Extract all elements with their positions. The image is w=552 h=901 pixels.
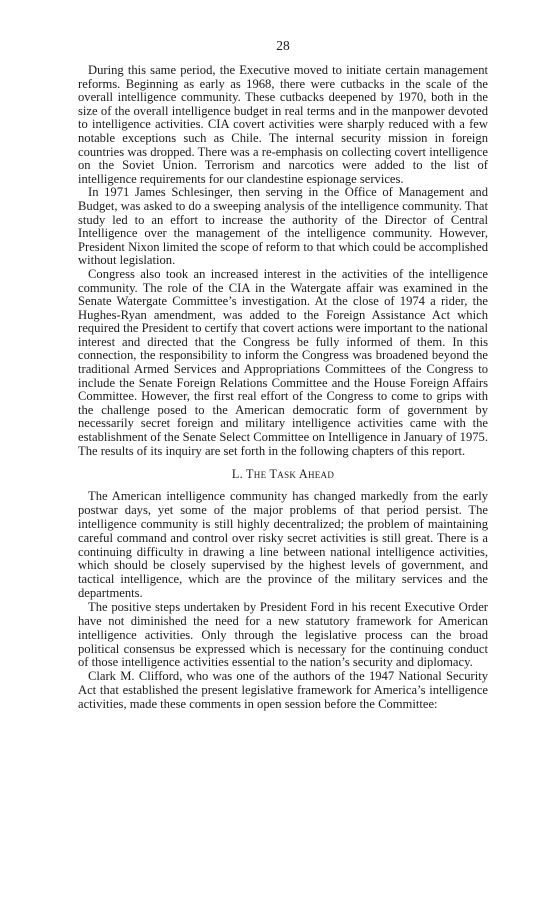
page-number: 28 [276, 38, 290, 53]
section-heading: L. The Task Ahead [231, 467, 335, 482]
paragraph-clifford-comments: Clark M. Clifford, who was one of the authors of the 1947 National Security Act that established the present legislative framework for America’s intelligence activities, made these comments in open session before the Committee: [78, 669, 488, 711]
paragraph-schlesinger-study: In 1971 James Schlesinger, then serving in the Office of Management and Budget, was asked to do a sweeping analysis of the intelligence community. That study led to an effort to increase the authority of the Director of Central Intelligence over the management of the intelligence community. However, President Nixon limited the scope of reform to that which could be accomplished without legislation. [78, 185, 488, 268]
document-page [78, 38, 488, 712]
paragraph-intelligence-community: The American intelligence community has changed markedly from the early postwar days, yet some of the major problems of that period persist. The intelligence community is still highly decentralized; the problem of maintaining careful command and control over risky secret activities is still great. There is a continuing difficulty in drawing a line between national intelligence activities, which should be closely supervised by the highest levels of government, and tactical intelligence, which are the province of the military services and the departments. [78, 489, 488, 601]
paragraph-congress-interest: Congress also took an increased interest in the activities of the intelligence community. The role of the CIA in the Watergate affair was examined in the Senate Watergate Committee’s investigation. At the close of 1974 a rider, the Hughes-Ryan amendment, was added to the Foreign Assistance Act which required the President to certify that covert actions were important to the national interest and directed that the Congress be fully informed of them. In this connection, the responsibility to inform the Congress was broadened beyond the traditional Armed Services and Appropriations Committees of the Congress to include the Senate Foreign Relations Committee and the House Foreign Affairs Committee. However, the first real effort of the Congress to come to grips with the challenge posed to the American democratic form of government by necessarily secret foreign and military intelligence activities came with the establishment of the Senate Select Committee on Intelligence in January of 1975. The results of its inquiry are set forth in the following chapters of this report. [78, 266, 488, 458]
paragraph-executive-order: The positive steps undertaken by President Ford in his recent Executive Order have not diminished the need for a new statutory framework for American intelligence activities. Only through the legislative process can the broad political consensus be expressed which is necessary for the continuing conduct of those intelligence activities essential to the nation’s security and diplomacy. [78, 599, 488, 670]
paragraph-executive-reforms: During this same period, the Executive moved to initiate certain management reforms. Beginning as early as 1968, there were cutbacks in the scale of the overall intelligence community. These cutbacks deepened by 1970, both in the size of the overall intelligence budget in real terms and in the manpower devoted to intelligence activities. CIA covert activities were sharply reduced with a few notable exceptions such as Chile. The internal security mission in foreign countries was dropped. There was a re-emphasis on collecting covert intelligence on the Soviet Union. Terrorism and narcotics were added to the list of intelligence requirements for our clandestine espionage services. [78, 63, 488, 186]
